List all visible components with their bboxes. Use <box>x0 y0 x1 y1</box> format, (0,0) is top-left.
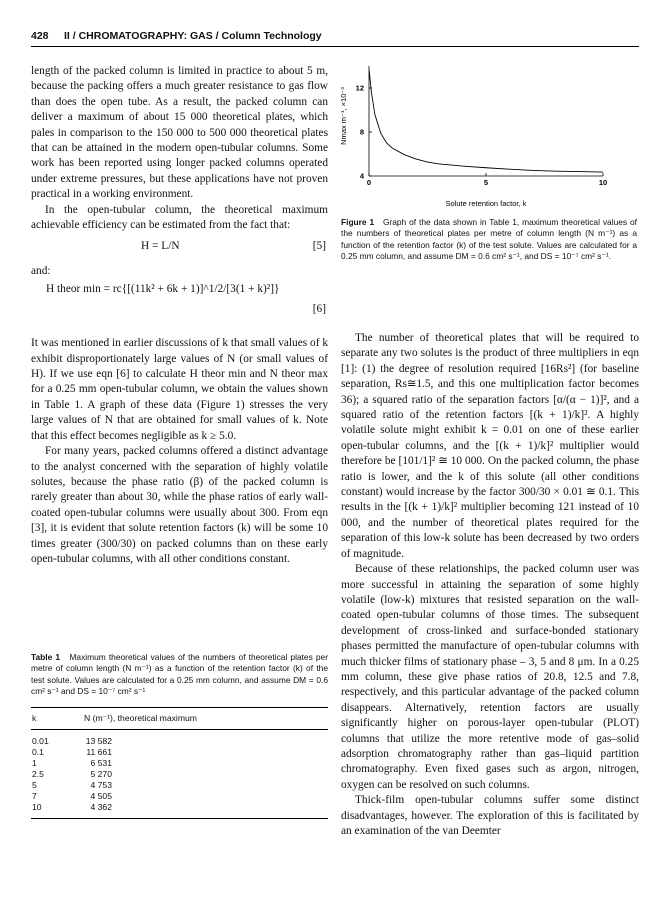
series-line <box>369 71 603 172</box>
cell-k: 5 <box>32 779 37 790</box>
cell-n <box>84 802 328 819</box>
cell-n <box>84 791 328 802</box>
paragraph-packed-length: length of the packed column is limited in practice to about 5 m, because the packing offers a much greater resistance to gas flow than does the open tube. As a result, the packed column can deliver a maximum of about 15 000 theoretical plates, which pales in comparison to the 150 000 to 500 000 theoretical plates that can be attained in the modern open-tubular columns. Some work has been reported using longer packed columns operated under extreme pressures, but these applications have not proven practical in a working environment. <box>31 65 328 201</box>
column-header-n: N (m⁻¹), theoretical maximum <box>84 707 328 729</box>
figure-caption-label: Figure 1 <box>341 217 375 227</box>
left-column <box>31 64 328 567</box>
table-caption-text: Maximum theoretical values of the numbers of theoretical plates per metre of column length (N m⁻¹) as a function of the retention factor (k) of the test solute. Values are calculated for a 0.25 mm column, and assume DM = 0.6 cm² s⁻¹ and DS = 10⁻⁷ cm² s⁻¹ <box>31 652 329 697</box>
paragraph-packed-advantage: For many years, packed columns offered a distinct advantage to the analyst concerned with the separation of highly volatile solutes, because the phase ratio (β) of the packed column is rarely greater than about 30, while the phase ratios of early wall-coated open-tubular columns were usually about 300. From eqn [3], it is evident that solute retention factors (k) will be some 10 times greater (300/30) on packed columns than on these early open-tubular columns, with all other conditions constant. <box>31 445 328 565</box>
column-header-k: k <box>31 707 84 729</box>
table-1 <box>31 652 328 819</box>
running-head <box>31 28 641 46</box>
chart-axes <box>369 66 603 176</box>
table-row <box>31 780 328 791</box>
equation-6-number: [6] <box>312 303 326 316</box>
cell-n <box>84 758 328 769</box>
page-number: 428 <box>31 30 49 42</box>
cell-n-value: 11 661 <box>86 746 112 757</box>
x-tick-label: 0 <box>366 178 372 187</box>
cell-n-value: 13 582 <box>85 735 112 746</box>
cell-n <box>84 747 328 758</box>
cell-k: 1 <box>32 757 37 768</box>
table-header-row <box>31 707 328 729</box>
equation-5-number: [5] <box>312 240 326 253</box>
x-tick-label: 10 <box>598 178 608 187</box>
cell-n-value: 6 531 <box>90 757 112 768</box>
cell-n <box>84 769 328 780</box>
table-body <box>31 729 328 818</box>
cell-k: 0.01 <box>32 735 49 746</box>
figure-caption <box>341 217 637 263</box>
x-axis-label: Solute retention factor, k <box>445 199 527 208</box>
figure-1-chart <box>341 60 639 220</box>
table-row <box>31 769 328 780</box>
y-tick-label: 12 <box>355 83 364 93</box>
table-caption <box>31 652 328 698</box>
cell-n <box>84 729 328 747</box>
y-tick-label: 4 <box>359 171 364 181</box>
y-tick-label: 8 <box>359 127 364 137</box>
figure-caption-text: Graph of the data shown in Table 1, maximum theoretical values of the numbers of theoretical plates per metre of column length (N m⁻¹) as a function of the retention factor (k) of the test solute. Values are calculated for a 0.25 mm column, and assume DM = 0.6 cm² s⁻¹, and DS = 10⁻⁷ cm² s⁻¹. <box>341 217 637 262</box>
cell-n-value: 4 362 <box>90 801 112 812</box>
table-caption-label: Table 1 <box>31 652 61 662</box>
cell-k: 7 <box>32 790 37 801</box>
cell-k: 0.1 <box>32 746 44 757</box>
chart-series <box>369 71 603 172</box>
cell-n-value: 4 753 <box>90 779 112 790</box>
paragraph-thick-film: Thick-film open-tubular columns suffer some distinct disadvantages, however. The exploration of this is facilitated by an examination of the van Deemter <box>341 794 639 837</box>
paragraph-small-k: It was mentioned in earlier discussions of k that small values of k exhibit disproportionately large values of N (or small values of H). If we use eqn [6] to calculate H theor min and N theor max for a 0.25 mm open-tubular column, we obtain the values shown in Table 1. A graph of these data (Figure 1) stresses the very large values of N that are obtained for small values of k. Note that this effect becomes negligible as k ≥ 5.0. <box>31 337 328 442</box>
table-row <box>31 729 328 747</box>
cell-k: 10 <box>31 802 84 819</box>
header-rule <box>31 46 639 47</box>
paragraph-open-tubular: In the open-tubular column, the theoretical maximum achievable efficiency can be estimated from the fact that: <box>31 203 328 232</box>
y-axis-label: Nmax m⁻¹, ×10⁻³ <box>339 87 348 145</box>
equation-6 <box>31 282 328 326</box>
paragraph-plates-required: The number of theoretical plates that will be required to separate any two solutes is the product of three multipliers in eqn [1]: (1) the degree of resolution required [16Rs²] (for baseline separation, Rs≅1.5, and this one multiplication factor becomes 36); a squared ratio of the separation factors [α/(α − 1)]², and a squared ratio of the retention factors [(k + 1)/k]². A highly volatile solute might exhibit k = 0.01 on one of these earlier open-tubular columns, and the [(k + 1)/k]² multiplier would therefore be [101/1]² ≅ 10 000. On the packed column, the phase ratio is lower, and the k of this solute (all other conditions constant) would increase by the factor 300/30 × 0.01 ≅ 0.1. This results in the [(k + 1)/k]² multiplier becoming 121 instead of 10 000, and the number of theoretical plates required for the separation of this low-k solute has been decreased by two orders of magnitude. <box>341 332 639 560</box>
right-column <box>341 331 639 839</box>
equation-6-body: H theor min = rc{[(11k² + 6k + 1)]^1/2/[3(1 + k)²]} <box>46 283 280 296</box>
running-title: II / CHROMATOGRAPHY: GAS / Column Technology <box>64 30 322 42</box>
equation-5-body: H = L/N <box>141 240 180 253</box>
equation-5 <box>31 239 328 254</box>
cell-n <box>84 780 328 791</box>
table-row <box>31 791 328 802</box>
cell-k: 2.5 <box>32 768 44 779</box>
data-table <box>31 707 328 819</box>
table-row <box>31 747 328 758</box>
and-label: and: <box>31 264 51 277</box>
cell-n-value: 5 270 <box>90 768 112 779</box>
cell-n-value: 4 505 <box>90 790 112 801</box>
table-row <box>31 802 328 819</box>
table-row <box>31 758 328 769</box>
paragraph-relationships: Because of these relationships, the packed column user was more successful in attaining the separation of some highly volatile (low-k) mixtures that resisted separation on the wall-coated open-tubular columns of those times. The subsequent development of cross-linked and surface-bonded stationary phases permitted the manufacture of open-tubular columns with much thicker films of stationary phase – 3, 5 and 8 μm. In a 0.25 mm column, these give phase ratios of 20.8, 12.5 and 7.8, respectively, and this particular advantage of the packed column disappears. Alternatively, retention factors are usually significantly higher on porous-layer open-tubular (PLOT) columns that utilize the more retentive mode of gas–solid adsorption chromatography rather than gas–liquid partition chromatography. Even fixed gases such as argon, nitrogen, oxygen can be resolved on such columns. <box>341 563 639 791</box>
x-tick-label: 5 <box>483 178 489 187</box>
